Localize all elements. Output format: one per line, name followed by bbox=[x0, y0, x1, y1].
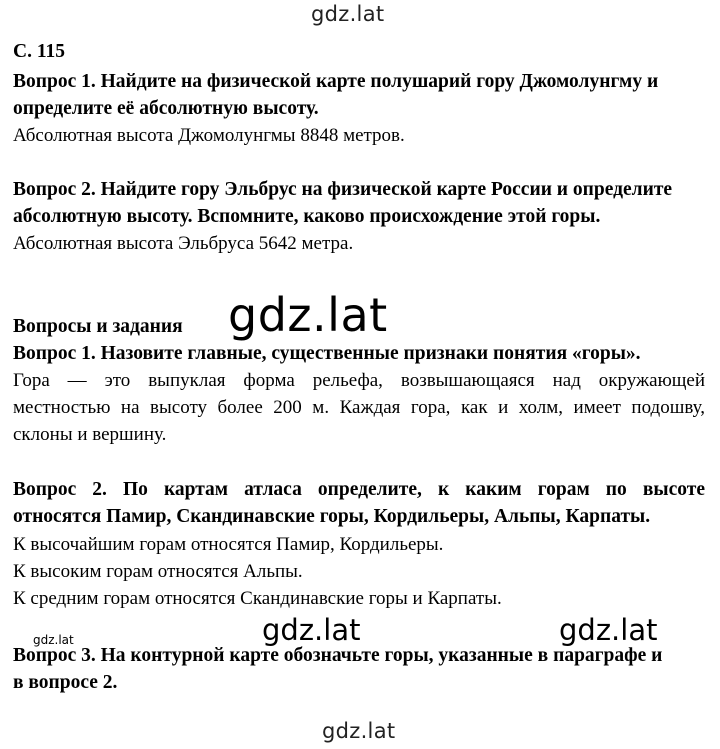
watermark-middle-right: gdz.lat bbox=[559, 613, 658, 647]
answer-2: Абсолютная высота Эльбруса 5642 метра. bbox=[13, 233, 354, 254]
question-2-line-1: Вопрос 2. Найдите гору Эльбрус на физической карте России и определите bbox=[13, 179, 673, 200]
task-question-2-line-2: относятся Памир, Скандинавские горы, Кордильеры, Альпы, Карпаты. bbox=[13, 506, 651, 527]
task-answer-2-line-1: К высочайшим горам относятся Памир, Кордильеры. bbox=[13, 534, 444, 555]
task-question-2-line-1: Вопрос 2. По картам атласа определите, к каким горам по высоте bbox=[13, 479, 705, 500]
question-1-line-2: определите её абсолютную высоту. bbox=[13, 98, 319, 119]
watermark-bottom: gdz.lat bbox=[322, 719, 396, 743]
task-answer-2-line-3: К средним горам относятся Скандинавские горы и Карпаты. bbox=[13, 588, 502, 609]
task-question-3-line-2: в вопросе 2. bbox=[13, 672, 118, 693]
question-1-line-1: Вопрос 1. Найдите на физической карте полушарий гору Джомолунгму и bbox=[13, 71, 659, 92]
task-question-1: Вопрос 1. Назовите главные, существенные признаки понятия «горы». bbox=[13, 343, 641, 364]
section-heading: Вопросы и задания bbox=[13, 316, 183, 337]
watermark-top: gdz.lat bbox=[311, 2, 385, 26]
watermark-small: gdz.lat bbox=[33, 633, 74, 647]
question-2-line-2: абсолютную высоту. Вспомните, каково происхождение этой горы. bbox=[13, 206, 601, 227]
task-answer-1-line-2: местностью на высоту более 200 м. Каждая гора, как и холм, имеет подошву, bbox=[13, 397, 705, 418]
watermark-big: gdz.lat bbox=[228, 288, 388, 342]
task-answer-1-line-3: склоны и вершину. bbox=[13, 424, 167, 445]
page-label: С. 115 bbox=[13, 41, 66, 62]
task-question-3-line-1: Вопрос 3. На контурной карте обозначьте горы, указанные в параграфе и bbox=[13, 645, 663, 666]
answer-1: Абсолютная высота Джомолунгмы 8848 метров. bbox=[13, 125, 405, 146]
task-answer-1-line-1: Гора — это выпуклая форма рельефа, возвышающаяся над окружающей bbox=[13, 370, 705, 391]
watermark-middle-left: gdz.lat bbox=[262, 613, 361, 647]
task-answer-2-line-2: К высоким горам относятся Альпы. bbox=[13, 561, 303, 582]
